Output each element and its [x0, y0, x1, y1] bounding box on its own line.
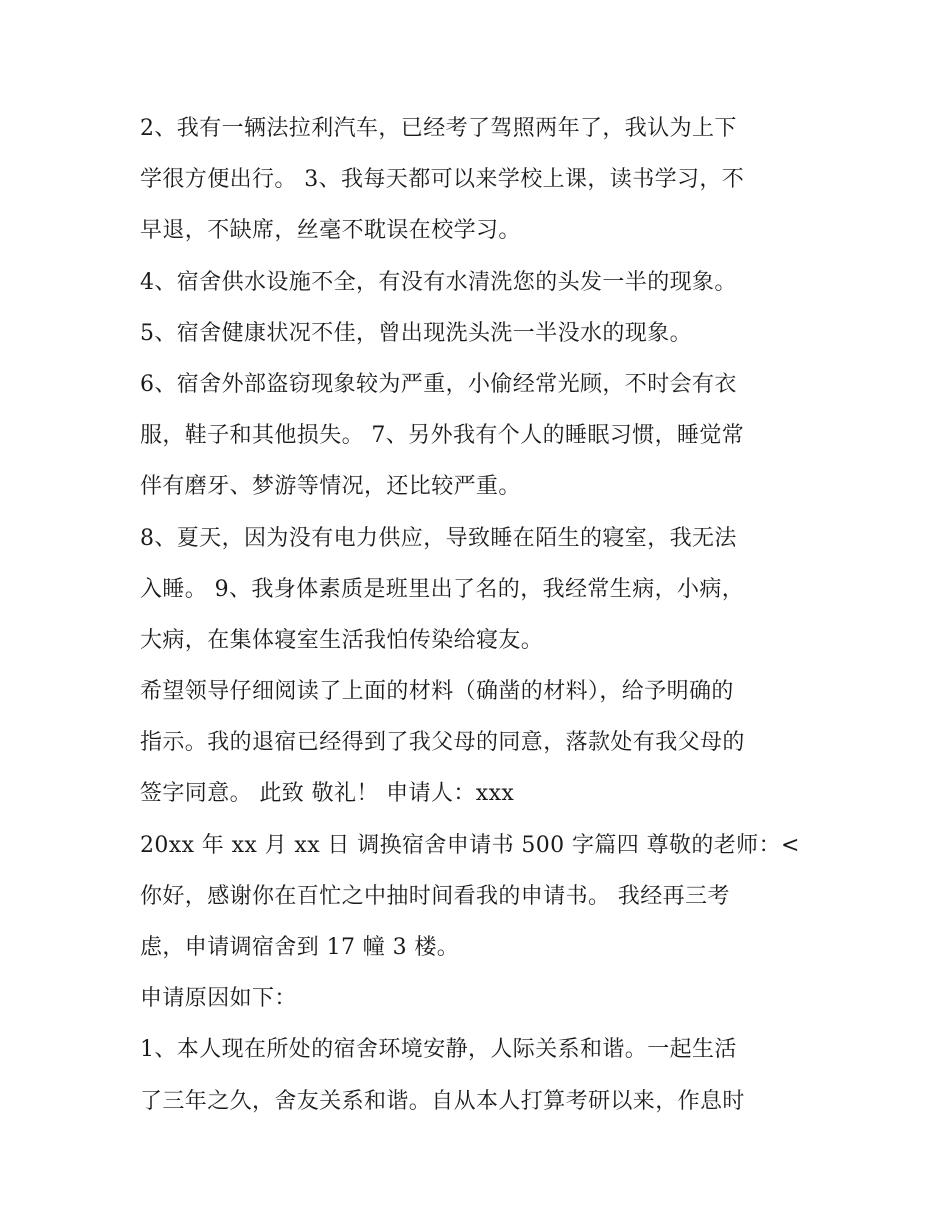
- text-line: 1、本人现在所处的宿舍环境安静，人际关系和谐。一起生活: [140, 1037, 737, 1063]
- text-line: 20xx 年 xx 月 xx 日 调换宿舍申请书 500 字篇四 尊敬的老师：<: [140, 832, 800, 858]
- text-line: 6、宿舍外部盗窃现象较为严重，小偷经常光顾，不时会有衣: [140, 371, 737, 397]
- text-line: 大病，在集体寝室生活我怕传染给寝友。: [140, 627, 544, 653]
- text-line: 虑，申请调宿舍到 17 幢 3 楼。: [140, 935, 460, 960]
- text-line: 你好，感谢你在百忙之中抽时间看我的申请书。 我经再三考: [140, 883, 730, 909]
- text-line: 早退，不缺席，丝毫不耽误在校学习。: [140, 218, 521, 244]
- document-body: [140, 103, 820, 1127]
- text-line: 伴有磨牙、梦游等情况，还比较严重。: [140, 474, 521, 500]
- text-line: 签字同意。 此致 敬礼！ 申请人：xxx: [140, 781, 515, 807]
- text-line: 希望领导仔细阅读了上面的材料（确凿的材料），给予明确的: [140, 679, 734, 705]
- text-line: 8、夏天，因为没有电力供应，导致睡在陌生的寝室，我无法: [140, 525, 737, 551]
- text-line: 2、我有一辆法拉利汽车，已经考了驾照两年了，我认为上下: [140, 116, 737, 141]
- text-line: 服，鞋子和其他损失。 7、另外我有个人的睡眠习惯，睡觉常: [140, 423, 745, 449]
- text-line: 学很方便出行。 3、我每天都可以来学校上课，读书学习，不: [140, 167, 745, 193]
- text-line: 入睡。 9、我身体素质是班里出了名的，我经常生病，小病，: [140, 576, 745, 602]
- text-line: 了三年之久，舍友关系和谐。自从本人打算考研以来，作息时: [140, 1088, 745, 1114]
- text-line: 4、宿舍供水设施不全，有没有水清洗您的头发一半的现象。: [140, 269, 737, 295]
- text-line: 申请原因如下：: [140, 986, 297, 1012]
- text-line: 指示。我的退宿已经得到了我父母的同意，落款处有我父母的: [140, 730, 745, 756]
- text-line: 5、宿舍健康状况不佳，曾出现洗头洗一半没水的现象。: [140, 320, 692, 346]
